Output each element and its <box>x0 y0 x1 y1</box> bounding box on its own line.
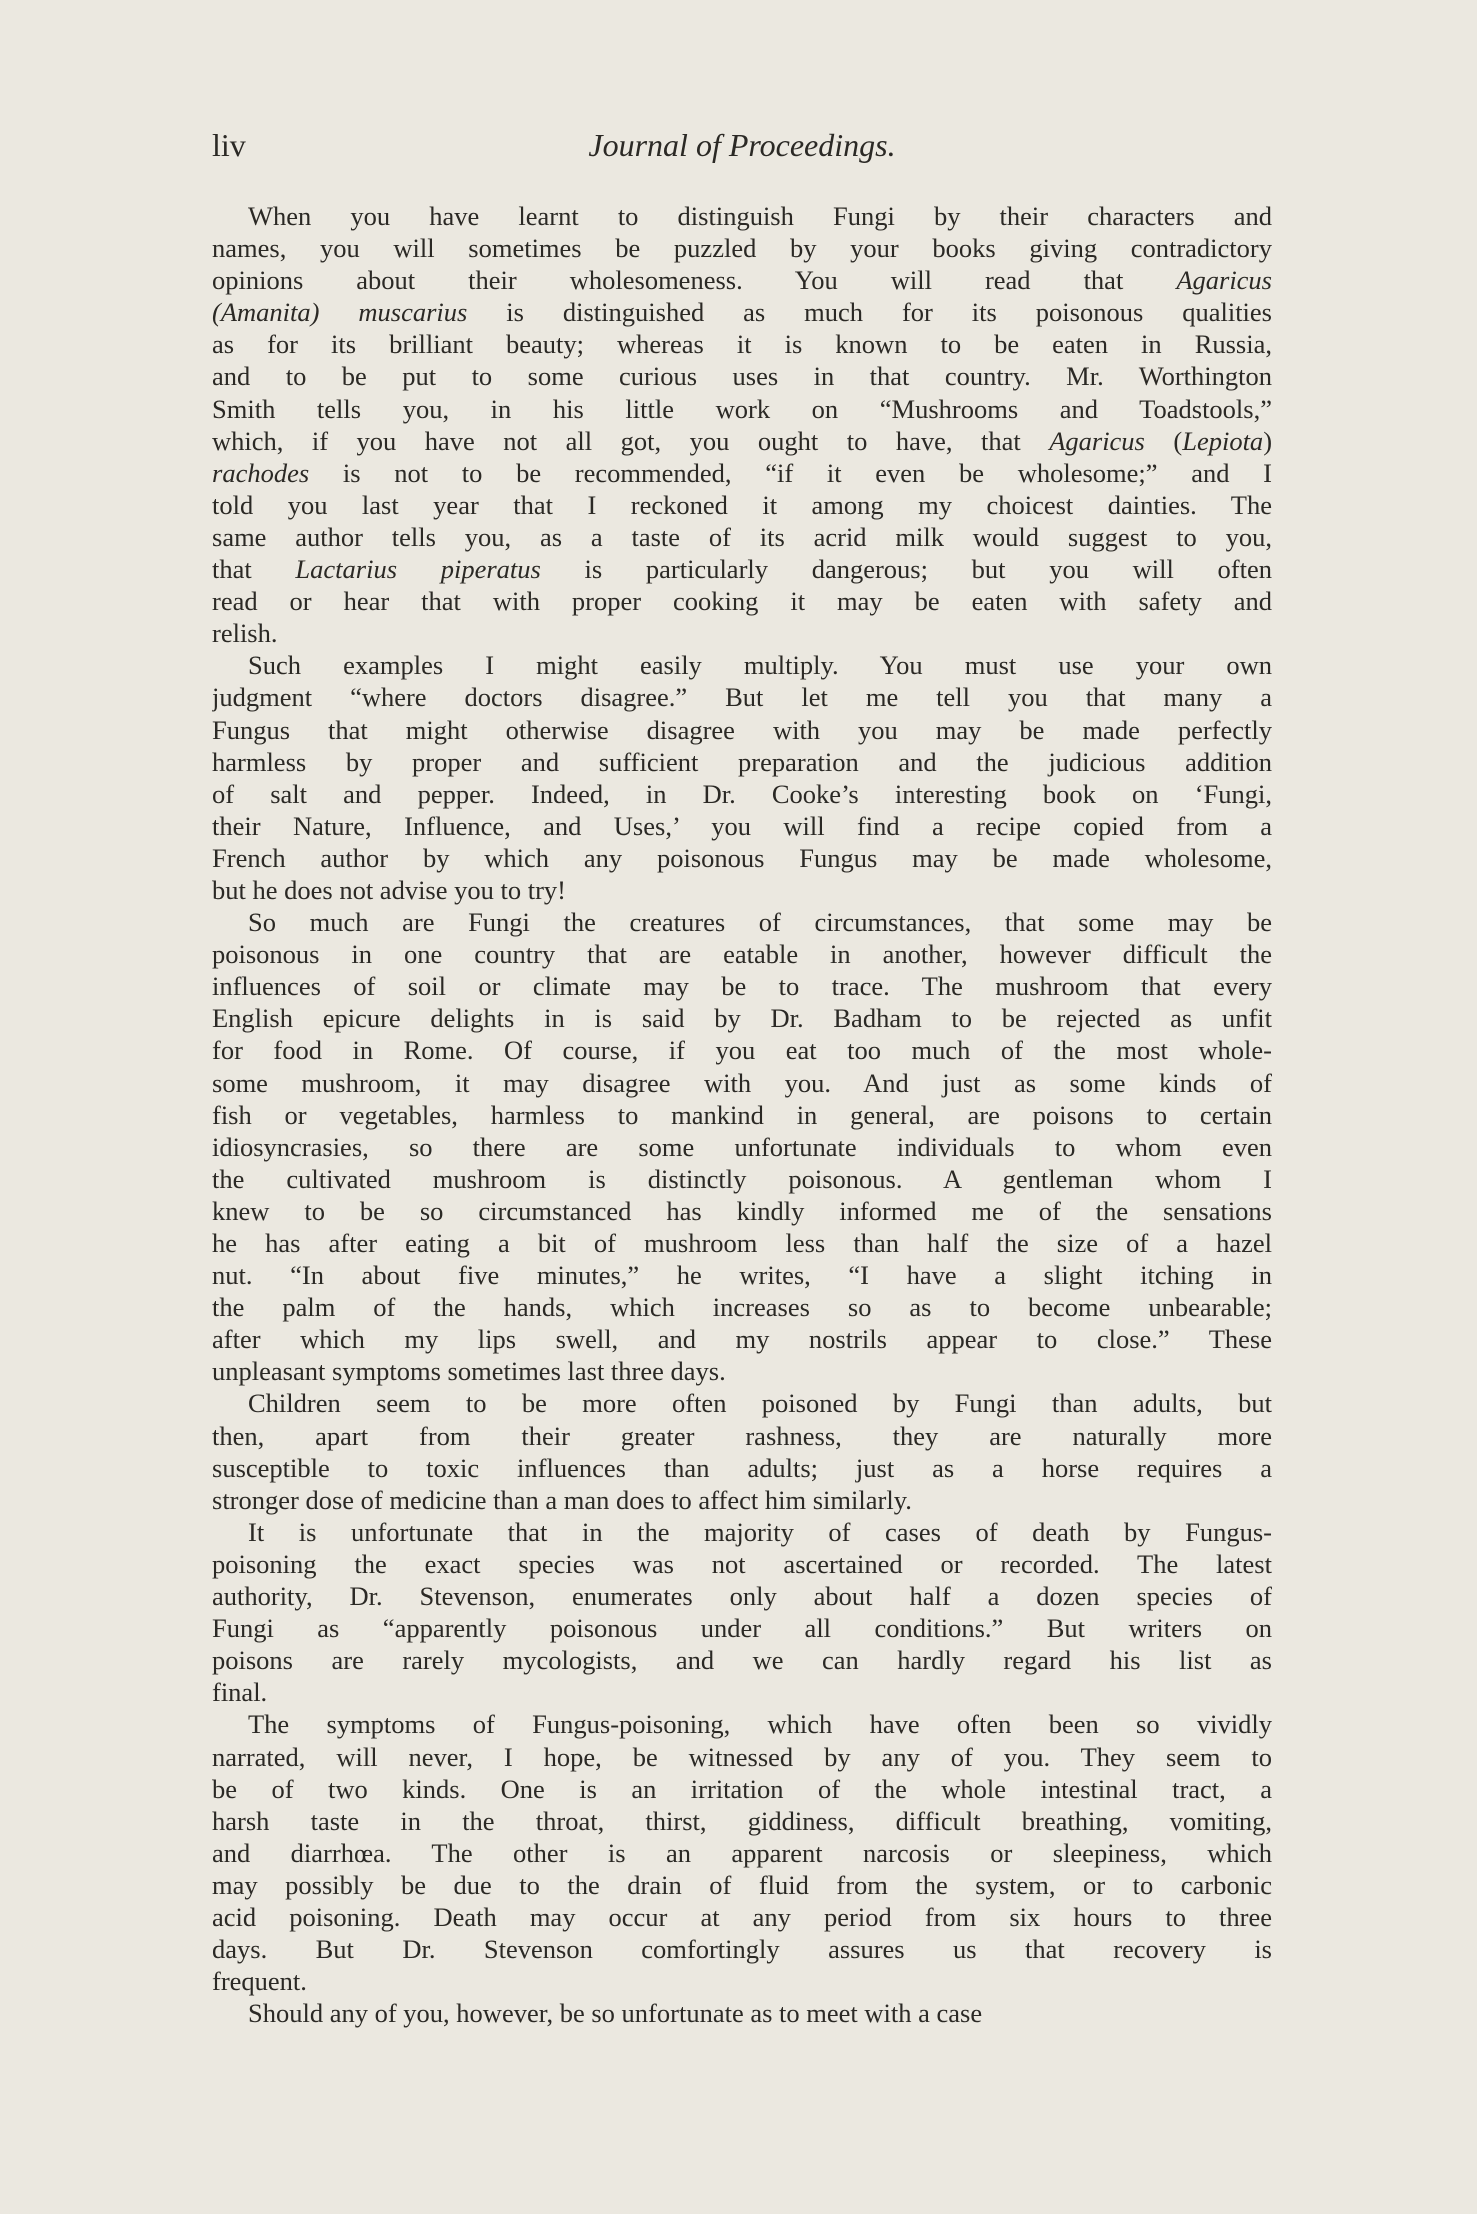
text-line <box>212 1612 1272 1644</box>
text-line <box>212 1965 1272 1997</box>
text-line <box>212 1484 1272 1516</box>
text-line <box>212 906 1272 938</box>
text-line <box>212 714 1272 746</box>
text-run: unpleasant symptoms sometimes last three days. <box>212 1356 726 1387</box>
text-line <box>212 1002 1272 1034</box>
text-run: names, you will sometimes be puzzled by your books giving contradictory <box>212 233 1272 264</box>
body-text <box>212 200 1272 2029</box>
text-run: susceptible to toxic influences than adults; just as a horse requires a <box>212 1452 1272 1483</box>
text-run: English epicure delights in is said by Dr. Badham to be rejected as unfit <box>212 1003 1272 1034</box>
text-run: opinions about their wholesomeness. You will read that <box>212 265 1177 296</box>
text-line <box>212 1805 1272 1837</box>
text-line <box>212 810 1272 842</box>
text-run: When you have learnt to distinguish Fungi by their characters and <box>248 201 1272 231</box>
text-line <box>212 457 1272 489</box>
text-run: influences of soil or climate may be to trace. The mushroom that every <box>212 971 1272 1002</box>
text-run: ) <box>1263 425 1272 456</box>
text-run: Smith tells you, in his little work on “Mushrooms and Toadstools,” <box>212 393 1272 424</box>
italic-text: Agaricus <box>1176 265 1272 296</box>
text-run: and to be put to some curious uses in that country. Mr. Worthington <box>212 361 1272 392</box>
text-run: of salt and pepper. Indeed, in Dr. Cooke’s interesting book on ‘Fungi, <box>212 778 1272 809</box>
text-run: read or hear that with proper cooking it may be eaten with safety and <box>212 586 1272 617</box>
text-run: some mushroom, it may disagree with you. And just as some kinds of <box>212 1067 1272 1098</box>
text-run: told you last year that I reckoned it among my choicest dainties. The <box>212 489 1272 520</box>
text-run: the palm of the hands, which increases so as to become unbearable; <box>212 1292 1272 1323</box>
text-run: Such examples I might easily multiply. You must use your own <box>248 650 1272 681</box>
text-run: final. <box>212 1677 268 1708</box>
text-run: nut. “In about five minutes,” he writes, “I have a slight itching in <box>212 1260 1272 1291</box>
text-run: is particularly dangerous; but you will often <box>540 554 1272 585</box>
text-run: knew to be so circumstanced has kindly informed me of the sensations <box>212 1195 1272 1226</box>
text-run: idiosyncrasies, so there are some unfortunate individuals to whom even <box>212 1131 1272 1162</box>
text-run: Should any of you, however, be so unfortunate as to meet with a case <box>248 1998 983 2029</box>
text-line <box>212 1741 1272 1773</box>
text-line <box>212 1580 1272 1612</box>
paragraph <box>212 1516 1272 1709</box>
text-line <box>212 489 1272 521</box>
text-run: poisonous in one country that are eatable in another, however difficult the <box>212 939 1272 970</box>
text-line <box>212 938 1272 970</box>
text-run: relish. <box>212 618 278 649</box>
text-run: as for its brilliant beauty; whereas it is known to be eaten in Russia, <box>212 329 1272 360</box>
text-line <box>212 360 1272 392</box>
text-line <box>212 296 1272 328</box>
text-run: and diarrhœa. The other is an apparent narcosis or sleepiness, which <box>212 1837 1272 1868</box>
text-line <box>212 1676 1272 1708</box>
text-line <box>212 1259 1272 1291</box>
page-number: liv <box>212 127 246 163</box>
text-line <box>212 425 1272 457</box>
text-line <box>212 970 1272 1002</box>
paragraph <box>212 1387 1272 1515</box>
text-run: their Nature, Influence, and Uses,’ you will find a recipe copied from a <box>212 810 1272 841</box>
text-line <box>212 1773 1272 1805</box>
text-run: harsh taste in the throat, thirst, giddiness, difficult breathing, vomiting, <box>212 1805 1272 1836</box>
italic-text: Agaricus <box>1049 425 1145 456</box>
text-run: stronger dose of medicine than a man does to affect him similarly. <box>212 1484 912 1515</box>
text-line <box>212 1099 1272 1131</box>
text-line <box>212 553 1272 585</box>
text-run: The symptoms of Fungus-poisoning, which have often been so vividly <box>248 1709 1272 1740</box>
text-line <box>212 1291 1272 1323</box>
text-line <box>212 1548 1272 1580</box>
text-run: but he does not advise you to try! <box>212 874 567 905</box>
text-line <box>212 1163 1272 1195</box>
text-run: French author by which any poisonous Fungus may be made wholesome, <box>212 842 1272 873</box>
text-line <box>212 1227 1272 1259</box>
text-line <box>212 1323 1272 1355</box>
text-run: may possibly be due to the drain of fluid from the system, or to carbonic <box>212 1869 1272 1900</box>
text-line <box>212 778 1272 810</box>
text-line <box>212 1067 1272 1099</box>
text-run: fish or vegetables, harmless to mankind in general, are poisons to certain <box>212 1099 1272 1130</box>
paragraph <box>212 906 1272 1387</box>
text-run: frequent. <box>212 1966 307 1997</box>
italic-text: (Amanita) muscarius <box>212 297 468 328</box>
text-line <box>212 874 1272 906</box>
text-run: It is unfortunate that in the majority of cases of death by Fungus- <box>248 1516 1272 1547</box>
text-line <box>212 1355 1272 1387</box>
italic-text: Lactarius piperatus <box>295 554 541 585</box>
text-line <box>212 842 1272 874</box>
text-line <box>212 1420 1272 1452</box>
text-run: same author tells you, as a taste of its acrid milk would suggest to you, <box>212 521 1272 552</box>
text-run: then, apart from their greater rashness, they are naturally more <box>212 1420 1272 1451</box>
paragraph <box>212 649 1272 906</box>
text-line <box>212 1034 1272 1066</box>
running-title: Journal of Proceedings. <box>588 127 896 163</box>
text-run: poisoning the exact species was not ascertained or recorded. The latest <box>212 1548 1272 1579</box>
text-line <box>212 1452 1272 1484</box>
text-line <box>212 617 1272 649</box>
text-run: that <box>212 554 296 585</box>
text-run: harmless by proper and sufficient preparation and the judicious addition <box>212 746 1272 777</box>
text-run: after which my lips swell, and my nostrils appear to close.” These <box>212 1324 1272 1355</box>
text-run: for food in Rome. Of course, if you eat too much of the most whole- <box>212 1035 1272 1066</box>
text-line <box>212 585 1272 617</box>
text-line <box>212 1195 1272 1227</box>
text-run: poisons are rarely mycologists, and we can hardly regard his list as <box>212 1645 1272 1676</box>
text-line <box>212 1901 1272 1933</box>
text-line <box>212 1644 1272 1676</box>
text-line <box>212 681 1272 713</box>
paragraph <box>212 1997 1272 2029</box>
text-run: Fungi as “apparently poisonous under all conditions.” But writers on <box>212 1613 1272 1644</box>
paragraph <box>212 200 1272 649</box>
text-line <box>212 264 1272 296</box>
text-run: judgment “where doctors disagree.” But let me tell you that many a <box>212 682 1272 713</box>
text-line <box>212 649 1272 681</box>
italic-text: rachodes <box>212 457 310 488</box>
text-run: is not to be recommended, “if it even be wholesome;” and I <box>309 457 1272 488</box>
text-run: Children seem to be more often poisoned by Fungi than adults, but <box>248 1388 1272 1419</box>
text-line <box>212 200 1272 232</box>
text-run: the cultivated mushroom is distinctly poisonous. A gentleman whom I <box>212 1163 1272 1194</box>
text-line <box>212 1933 1272 1965</box>
italic-text: Lepiota <box>1182 425 1264 456</box>
text-line <box>212 393 1272 425</box>
paragraph <box>212 1708 1272 1997</box>
text-run: is distinguished as much for its poisonous qualities <box>467 297 1272 328</box>
text-line <box>212 1131 1272 1163</box>
text-line <box>212 328 1272 360</box>
text-run: acid poisoning. Death may occur at any period from six hours to three <box>212 1901 1272 1932</box>
text-run: Fungus that might otherwise disagree with you may be made perfectly <box>212 714 1272 745</box>
text-run: authority, Dr. Stevenson, enumerates only about half a dozen species of <box>212 1581 1272 1612</box>
text-line <box>212 1869 1272 1901</box>
text-run: So much are Fungi the creatures of circumstances, that some may be <box>248 907 1272 938</box>
text-line <box>212 1387 1272 1419</box>
text-line <box>212 1516 1272 1548</box>
text-run: days. But Dr. Stevenson comfortingly assures us that recovery is <box>212 1934 1272 1965</box>
text-run: which, if you have not all got, you ought to have, that <box>212 425 1050 456</box>
text-line <box>212 521 1272 553</box>
text-run: be of two kinds. One is an irritation of the whole intestinal tract, a <box>212 1773 1272 1804</box>
text-run: he has after eating a bit of mushroom less than half the size of a hazel <box>212 1228 1272 1258</box>
text-line <box>212 1837 1272 1869</box>
text-run: ( <box>1144 425 1183 456</box>
page-header <box>212 120 1272 170</box>
text-run: narrated, will never, I hope, be witnessed by any of you. They seem to <box>212 1741 1272 1772</box>
text-line <box>212 1708 1272 1740</box>
text-line <box>212 746 1272 778</box>
text-line <box>212 1997 1272 2029</box>
text-line <box>212 232 1272 264</box>
